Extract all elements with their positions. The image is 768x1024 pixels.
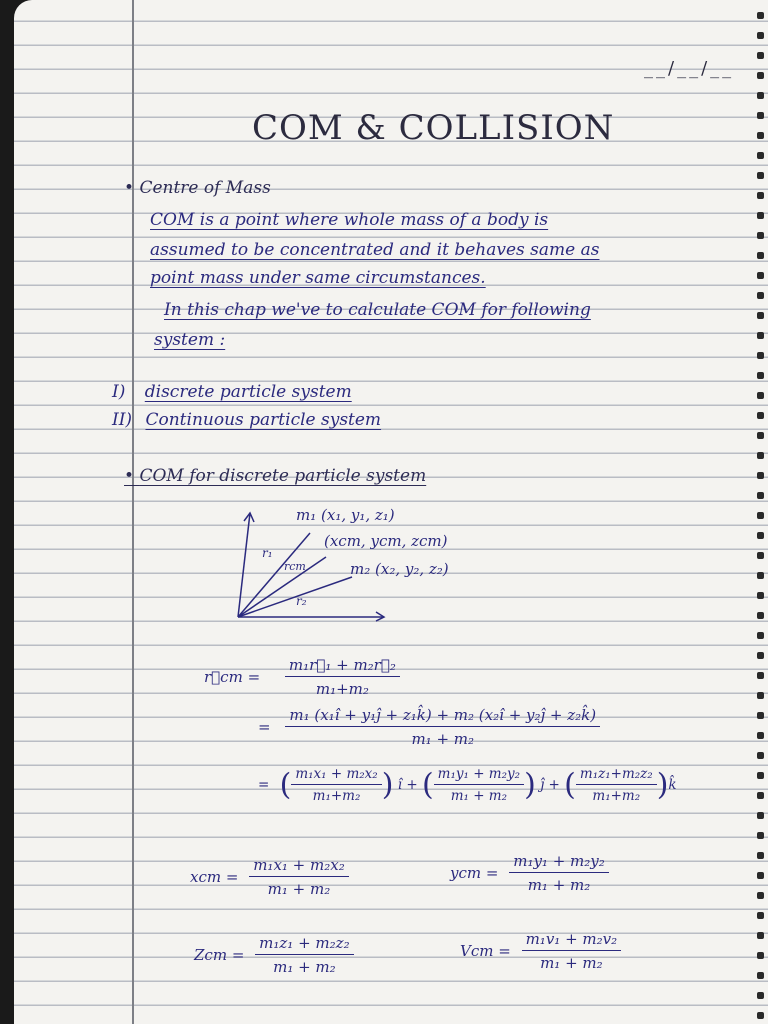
binding-hole xyxy=(757,712,764,719)
numerator: m₁z₁ + m₂z₂ xyxy=(255,934,353,955)
binding-hole xyxy=(757,212,764,219)
fraction xyxy=(285,656,400,698)
definition-line-2: assumed to be concentrated and it behaves same as xyxy=(150,240,600,260)
equation-lhs: xcm = xyxy=(190,868,239,886)
binding-hole xyxy=(757,1012,764,1019)
equation-lhs: Zcm = xyxy=(194,946,245,964)
binding-hole xyxy=(757,232,764,239)
numerator: m₁ (x₁î + y₁ĵ + z₁k̂) + m₂ (x₂î + y₂ĵ + z₂k̂) xyxy=(285,706,600,727)
binding-hole xyxy=(757,592,764,599)
label-m2: m₂ (x₂, y₂, z₂) xyxy=(350,560,449,578)
binding-hole xyxy=(757,572,764,579)
label-r2: r₂ xyxy=(296,594,307,608)
definition-line-1: COM is a point where whole mass of a body is xyxy=(150,210,549,230)
denominator: m₁ + m₂ xyxy=(527,876,591,894)
binding-hole xyxy=(757,292,764,299)
page-title: COM & COLLISION xyxy=(252,108,615,148)
binding-hole xyxy=(757,72,764,79)
binding-hole xyxy=(757,552,764,559)
binding-hole xyxy=(757,332,764,339)
section-heading-com-discrete: COM for discrete particle system xyxy=(139,466,427,486)
numerator: m₁x₁ + m₂x₂ xyxy=(291,766,381,785)
paragraph-line-1: In this chap we've to calculate COM for following xyxy=(164,300,591,320)
binding-hole xyxy=(757,892,764,899)
paragraph-line-2: system : xyxy=(154,330,226,350)
denominator: m₁+m₂ xyxy=(315,680,369,698)
binding-hole xyxy=(757,132,764,139)
equation-components: = ( $\frac{\text{m₁x₁ + m₂x₂}}{\text{m₁+m₂}}$ ) î + ( $\frac{\text{m₁y₁ + m₂y₂}}{\text{m₁ + m₂}}$ ) ĵ + ( $\frac{\text{m₁z₁+m₂z₂}}{\text{m₁+m₂}}$ )k̂ xyxy=(258,766,677,804)
date-field: __/__/__ xyxy=(644,58,735,79)
numerator: m₁r⃗₁ + m₂r⃗₂ xyxy=(285,656,400,677)
fraction xyxy=(255,934,353,976)
binding-hole xyxy=(757,852,764,859)
spiral-binding xyxy=(752,0,766,1024)
label-rcm: rcm xyxy=(284,560,306,573)
equals-sign: = xyxy=(258,777,270,793)
denominator: m₁ + m₂ xyxy=(540,954,603,972)
equals-sign: = xyxy=(258,718,271,736)
y-axis xyxy=(238,513,250,617)
binding-hole xyxy=(757,732,764,739)
denominator: m₁ + m₂ xyxy=(267,880,331,898)
list-marker: II) xyxy=(112,410,133,430)
binding-hole xyxy=(757,192,764,199)
binding-hole xyxy=(757,652,764,659)
binding-hole xyxy=(757,112,764,119)
binding-hole xyxy=(757,752,764,759)
binding-hole xyxy=(757,912,764,919)
bullet-com-discrete: • COM for discrete particle system xyxy=(124,466,427,486)
unit-vector-i: î + xyxy=(397,777,418,793)
equation-rcm xyxy=(204,656,400,698)
equation-lhs: ycm = xyxy=(450,864,499,882)
list-marker: I) xyxy=(112,382,126,402)
denominator: m₁ + m₂ xyxy=(411,730,475,748)
binding-hole xyxy=(757,532,764,539)
equation-xcm xyxy=(190,856,349,898)
binding-hole xyxy=(757,252,764,259)
list-item xyxy=(112,406,381,435)
denominator: m₁+m₂ xyxy=(312,788,361,804)
numerator: m₁v₁ + m₂v₂ xyxy=(522,930,622,951)
binding-hole xyxy=(757,472,764,479)
numerator: m₁y₁ + m₂y₂ xyxy=(509,852,609,873)
binding-hole xyxy=(757,152,764,159)
denominator: m₁ + m₂ xyxy=(273,958,336,976)
equation-expanded xyxy=(258,706,600,748)
numerator: m₁z₁+m₂z₂ xyxy=(576,766,657,785)
equation-vcm xyxy=(460,930,621,972)
binding-hole xyxy=(757,12,764,19)
binding-hole xyxy=(757,672,764,679)
unit-vector-k: k̂ xyxy=(668,777,677,793)
binding-hole xyxy=(757,32,764,39)
binding-hole xyxy=(757,612,764,619)
fraction xyxy=(522,930,622,972)
equation-lhs: Vcm = xyxy=(460,942,511,960)
binding-hole xyxy=(757,492,764,499)
fraction xyxy=(291,766,381,804)
binding-hole xyxy=(757,832,764,839)
equation-lhs: r⃗cm = xyxy=(204,668,261,686)
fraction xyxy=(285,706,600,748)
binding-hole xyxy=(757,512,764,519)
denominator: m₁ + m₂ xyxy=(450,788,508,804)
binding-hole xyxy=(757,772,764,779)
definition-line-3: point mass under same circumstances. xyxy=(150,268,486,288)
binding-hole xyxy=(757,352,764,359)
numerator: m₁x₁ + m₂x₂ xyxy=(249,856,349,877)
label-com: (xcm, ycm, zcm) xyxy=(324,532,448,550)
numerator: m₁y₁ + m₂y₂ xyxy=(434,766,524,785)
binding-hole xyxy=(757,632,764,639)
equation-ycm xyxy=(450,852,609,894)
unit-vector-j: ĵ + xyxy=(540,777,560,793)
binding-hole xyxy=(757,372,764,379)
binding-hole xyxy=(757,992,764,999)
binding-hole xyxy=(757,92,764,99)
equation-zcm xyxy=(194,934,354,976)
binding-hole xyxy=(757,692,764,699)
binding-hole xyxy=(757,872,764,879)
margin-line xyxy=(132,0,134,1024)
binding-hole xyxy=(757,452,764,459)
binding-hole xyxy=(757,272,764,279)
binding-hole xyxy=(757,812,764,819)
binding-hole xyxy=(757,52,764,59)
section-heading-centre-of-mass: Centre of Mass xyxy=(139,178,271,198)
list-text: discrete particle system xyxy=(144,382,352,402)
fraction xyxy=(434,766,524,804)
binding-hole xyxy=(757,392,764,399)
binding-hole xyxy=(757,972,764,979)
fraction xyxy=(509,852,609,894)
label-m1: m₁ (x₁, y₁, z₁) xyxy=(296,506,395,524)
list-text: Continuous particle system xyxy=(145,410,382,430)
binding-hole xyxy=(757,412,764,419)
bullet-centre-of-mass: • Centre of Mass xyxy=(124,178,271,198)
fraction xyxy=(576,766,657,804)
denominator: m₁+m₂ xyxy=(592,788,641,804)
binding-hole xyxy=(757,432,764,439)
list-item xyxy=(112,378,352,407)
label-r1: r₁ xyxy=(262,546,273,560)
binding-hole xyxy=(757,792,764,799)
binding-hole xyxy=(757,932,764,939)
binding-hole xyxy=(757,312,764,319)
notebook-page xyxy=(14,0,768,1024)
binding-hole xyxy=(757,172,764,179)
binding-hole xyxy=(757,952,764,959)
fraction xyxy=(249,856,349,898)
